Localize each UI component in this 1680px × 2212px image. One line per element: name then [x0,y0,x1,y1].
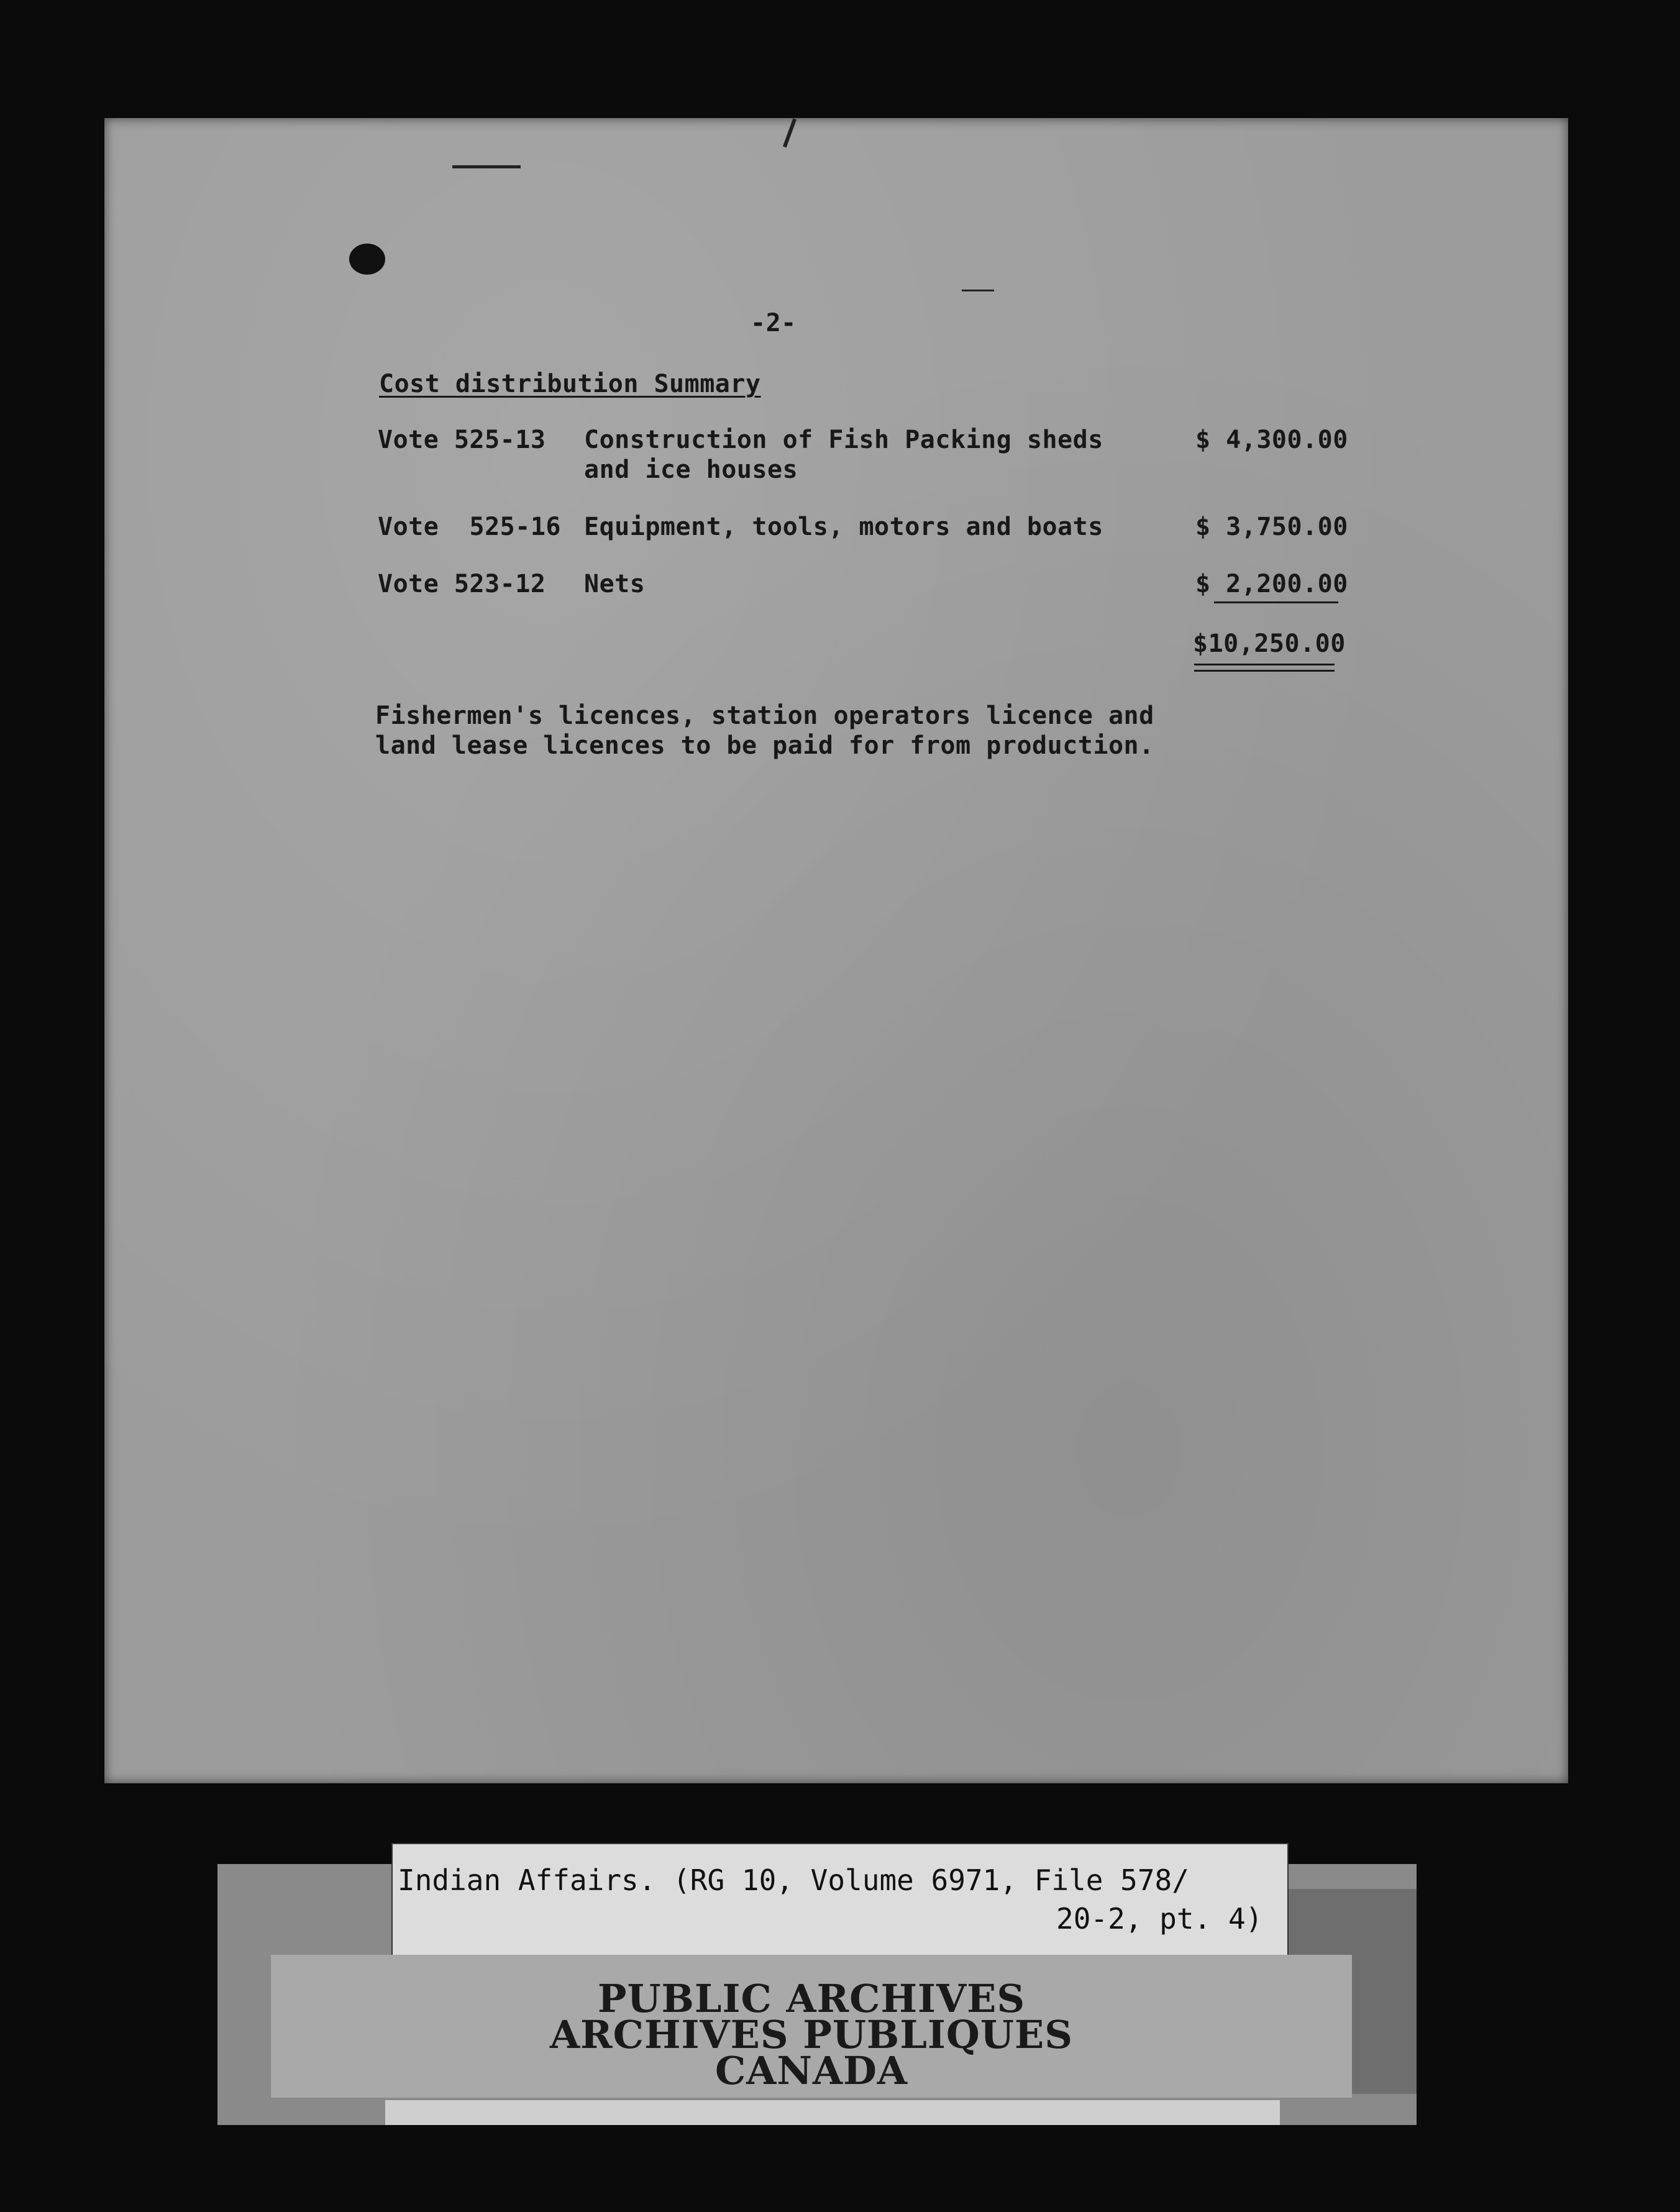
archives-stamp-line: ARCHIVES PUBLIQUES [549,2012,1074,2057]
total-double-rule [1194,664,1335,665]
archives-stamp-line: CANADA [714,2048,908,2093]
vote-amount: $ 4,300.00 [1195,426,1348,454]
vote-amount: $ 2,200.00 [1195,570,1348,598]
pen-mark [783,118,797,147]
total-amount: $10,250.00 [1193,629,1346,658]
citation-line: 20-2, pt. 4) [1056,1902,1263,1936]
vote-amount: $ 3,750.00 [1195,513,1348,541]
archives-stamp-line: PUBLIC ARCHIVES [597,1976,1026,2021]
vote-number: Vote 525-13 [378,426,546,454]
document-page [104,118,1568,1783]
citation-line: Indian Affairs. (RG 10, Volume 6971, File 578/ [398,1863,1189,1897]
summary-heading: Cost distribution Summary [379,370,761,398]
page-number: -2- [751,309,797,337]
subtotal-rule [1214,601,1338,603]
ink-blot [349,244,385,275]
licence-note: Fishermen's licences, station operators licence and land lease licences to be paid for from production. [375,702,1154,760]
total-double-rule [1194,670,1335,672]
vote-number: Vote 523-12 [378,570,546,598]
pen-mark [452,165,521,168]
vote-description: Construction of Fish Packing sheds and ice houses [584,426,1103,484]
vote-number: Vote 525-16 [378,513,561,541]
pen-mark [962,290,994,291]
vote-description: Nets [584,570,646,598]
archive-label-bottom [385,2100,1280,2125]
vote-description: Equipment, tools, motors and boats [584,513,1103,541]
